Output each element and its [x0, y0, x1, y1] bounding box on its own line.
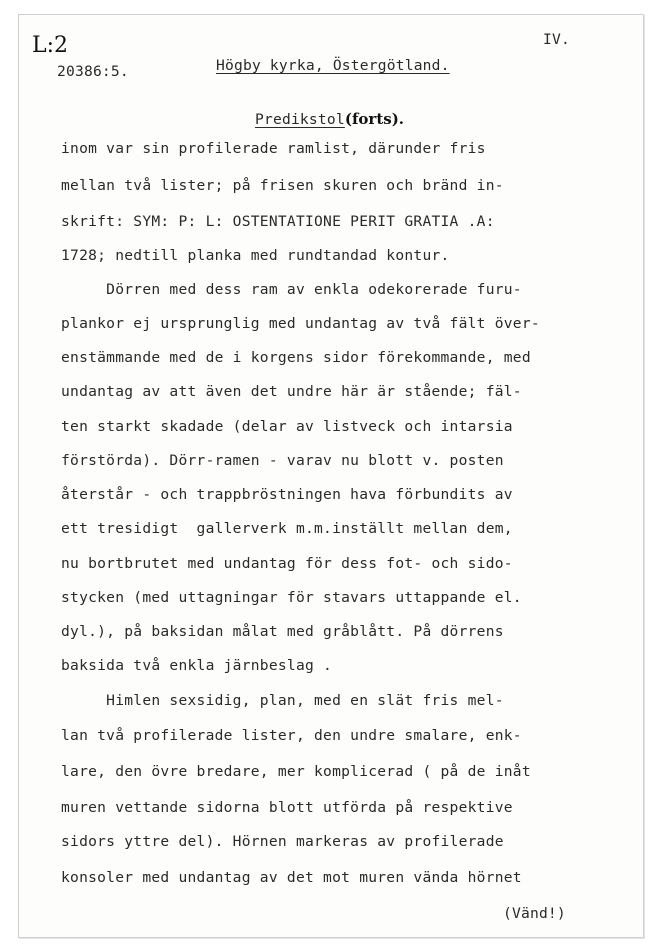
body-line: stycken (med uttagningar för stavars uttappande el.: [61, 589, 522, 606]
section-heading-text: Predikstol: [255, 111, 345, 128]
body-line: plankor ej ursprunglig med undantag av två fält över-: [61, 315, 540, 332]
body-line: lan två profilerade lister, den undre smalare, enk-: [61, 727, 522, 744]
body-line: Dörren med dess ram av enkla odekorerade furu-: [61, 281, 522, 298]
turn-over-note: (Vänd!): [503, 905, 566, 922]
body-line: baksida två enkla järnbeslag .: [61, 657, 333, 674]
document-title: Högby kyrka, Östergötland.: [216, 57, 450, 74]
body-line: Himlen sexsidig, plan, med en slät fris mel-: [61, 692, 504, 709]
body-line: konsoler med undantag av det mot muren vända hörnet: [61, 869, 522, 886]
body-line: dyl.), på baksidan målat med gråblått. På dörrens: [61, 623, 504, 640]
section-heading: [255, 109, 404, 128]
body-line: sidors yttre del). Hörnen markeras av profilerade: [61, 833, 504, 850]
body-line: enstämmande med de i korgens sidor förekommande, med: [61, 349, 531, 366]
archive-number: 20386:5.: [57, 63, 129, 80]
section-heading-handwritten-note: (forts).: [344, 110, 405, 128]
body-line: förstörda). Dörr-ramen - varav nu blott v. posten: [61, 452, 504, 469]
body-line: skrift: SYM: P: L: OSTENTATIONE PERIT GRATIA .A:: [61, 213, 495, 230]
body-line: 1728; nedtill planka med rundtandad kontur.: [61, 247, 450, 264]
document-page: [18, 14, 644, 938]
page-number: IV.: [543, 31, 570, 48]
body-line: mellan två lister; på frisen skuren och bränd in-: [61, 177, 504, 194]
body-line: inom var sin profilerade ramlist, därunder fris: [61, 140, 486, 157]
body-line: undantag av att även det undre här är stående; fäl-: [61, 383, 522, 400]
body-line: lare, den övre bredare, mer komplicerad ( på de inåt: [61, 763, 531, 780]
body-line: muren vettande sidorna blott utförda på respektive: [61, 799, 513, 816]
handwritten-mark: L:2: [32, 33, 69, 58]
body-line: återstår - och trappbröstningen hava förbundits av: [61, 486, 513, 503]
body-line: nu bortbrutet med undantag för dess fot- och sido-: [61, 555, 513, 572]
body-line: ett tresidigt gallerverk m.m.inställt mellan dem,: [61, 520, 513, 537]
body-line: ten starkt skadade (delar av listveck och intarsia: [61, 418, 513, 435]
